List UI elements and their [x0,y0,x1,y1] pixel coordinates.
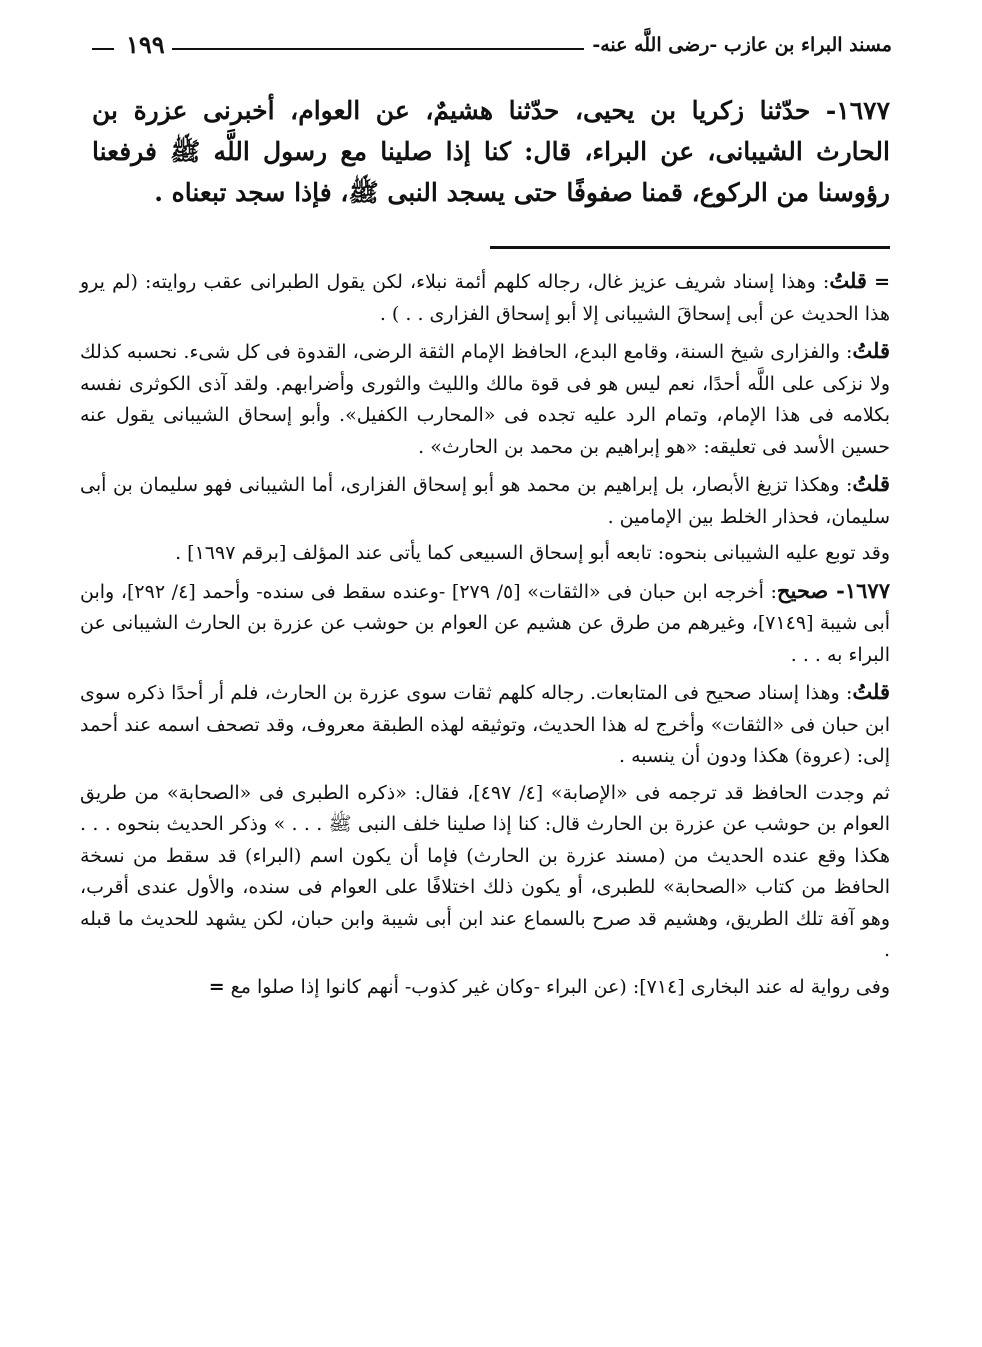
note-keyword: قلتُ [852,471,891,496]
note-paragraph [80,538,890,570]
note-keyword: قلتُ [829,268,867,293]
note-text: : أخرجه ابن حبان فى «الثقات» [٥/ ٢٧٩] -وعنده سقط فى سنده- وأحمد [٤/ ٢٩٢]، وابن أبى شيبة [٧١٤٩]، وغيرهم من طرق عن هشيم عن العوام بن حوشب عن عزرة بن الحارث الشيبانى عن البراء به . . . [80,580,891,666]
page-header [92,30,892,64]
note-text: وفى رواية له عند البخارى [٧١٤]: (عن البراء -وكان غير كذوب- أنهم كانوا إذا صلوا مع [230,975,890,998]
note-paragraph [80,676,890,773]
running-title: مسند البراء بن عازب -رضى اللَّه عنه- [584,34,892,56]
note-paragraph [80,265,890,330]
footnote-separator [490,246,890,249]
page-number: ١٩٩ [120,30,171,59]
note-paragraph [80,335,890,463]
header-rule [172,48,642,50]
continuation-marker-end: = [208,975,225,998]
note-text: ثم وجدت الحافظ قد ترجمه فى «الإصابة» [٤/ ٤٩٧]، فقال: «ذكره الطبرى فى «الصحابة» من طريق العوام بن حوشب عن عزرة بن الحارث قال: كنا إذا صلينا خلف النبى ﷺ . . . » وذكر الحديث بنحوه . . . هكذا وقع عنده الحديث من (مسند عزرة بن الحارث) فإما أن يكون اسم (البراء) قد سقط من نسخة الحافظ من كتاب «الصحابة» للطبرى، أو يكون ذلك اختلافًا على العوام فى سنده، والأول عندى أقرب، وهو آفة تلك الطريق، وهشيم قد صرح بالسماع عند ابن أبى شيبة وابن حبان، لكن يشهد للحديث ما قبله . [80,781,890,961]
header-dash [92,48,114,50]
note-paragraph [80,972,890,1004]
note-text: : والفزارى شيخ السنة، وقامع البدع، الحافظ الإمام الثقة الرضى، القدوة فى كل شىء. نحسبه كذلك ولا نزكى على اللَّه أحدًا، نعم ليس هو فى قوة مالك والليث والثورى وأضرابهم. ولقد آذى الكوثرى نفسه بكلامه فى هذا الإمام، وتمام الرد عليه تجده فى «المحارب الكفيل». وأبو إسحاق الشيبانى يقول عنه حسين الأسد فى تعليقه: «هو إبراهيم بن محمد بن الحارث» . [80,341,890,458]
note-paragraph [80,778,890,967]
hadith-body: ١٦٧٧- حدّثنا زكريا بن يحيى، حدّثنا هشيمٌ، عن العوام، أخبرنى عزرة بن الحارث الشيبانى، عن البراء، قال: كنا إذا صلينا مع رسول اللَّه ﷺ فرفعنا رؤوسنا من الركوع، قمنا صفوفًا حتى يسجد النبى ﷺ، فإذا سجد تبعناه . [92,96,890,207]
footnotes [80,265,890,1008]
note-keyword: قلتُ [852,679,890,704]
note-text: : وهكذا تزيغ الأبصار، بل إبراهيم بن محمد هو أبو إسحاق الفزارى، أما الشيبانى فهو سليمان بن أبى سليمان، فحذار الخلط بين الإمامين . [80,474,890,528]
note-paragraph [80,575,890,672]
grading-label: ١٦٧٧- صحيح [776,577,890,603]
note-text: وقد توبع عليه الشيبانى بنحوه: تابعه أبو إسحاق السبيعى كما يأتى عند المؤلف [برقم ١٦٩٧] . [175,542,890,564]
note-text: : وهذا إسناد شريف عزيز غال، رجاله كلهم أئمة نبلاء، لكن يقول الطبرانى عقب روايته: (لم يرو هذا الحديث عن أبى إسحاقَ الشيبانى إلا أبو إسحاق الفزارى . . ) . [80,271,890,325]
note-paragraph [80,468,890,533]
continuation-marker: = [874,271,890,293]
note-keyword: قلتُ [852,338,890,363]
hadith-text [92,90,890,213]
note-text: : وهذا إسناد صحيح فى المتابعات. رجاله كلهم ثقات سوى عزرة بن الحارث، فلم أر أحدًا ذكره سوى ابن حبان فى «الثقات» وأخرج له هذا الحديث، وتوثيقه لهذه الطبقة معروف، وقد تصحف اسمه عند أحمد إلى: (عروة) هكذا ودون أن ينسبه . [80,682,890,767]
